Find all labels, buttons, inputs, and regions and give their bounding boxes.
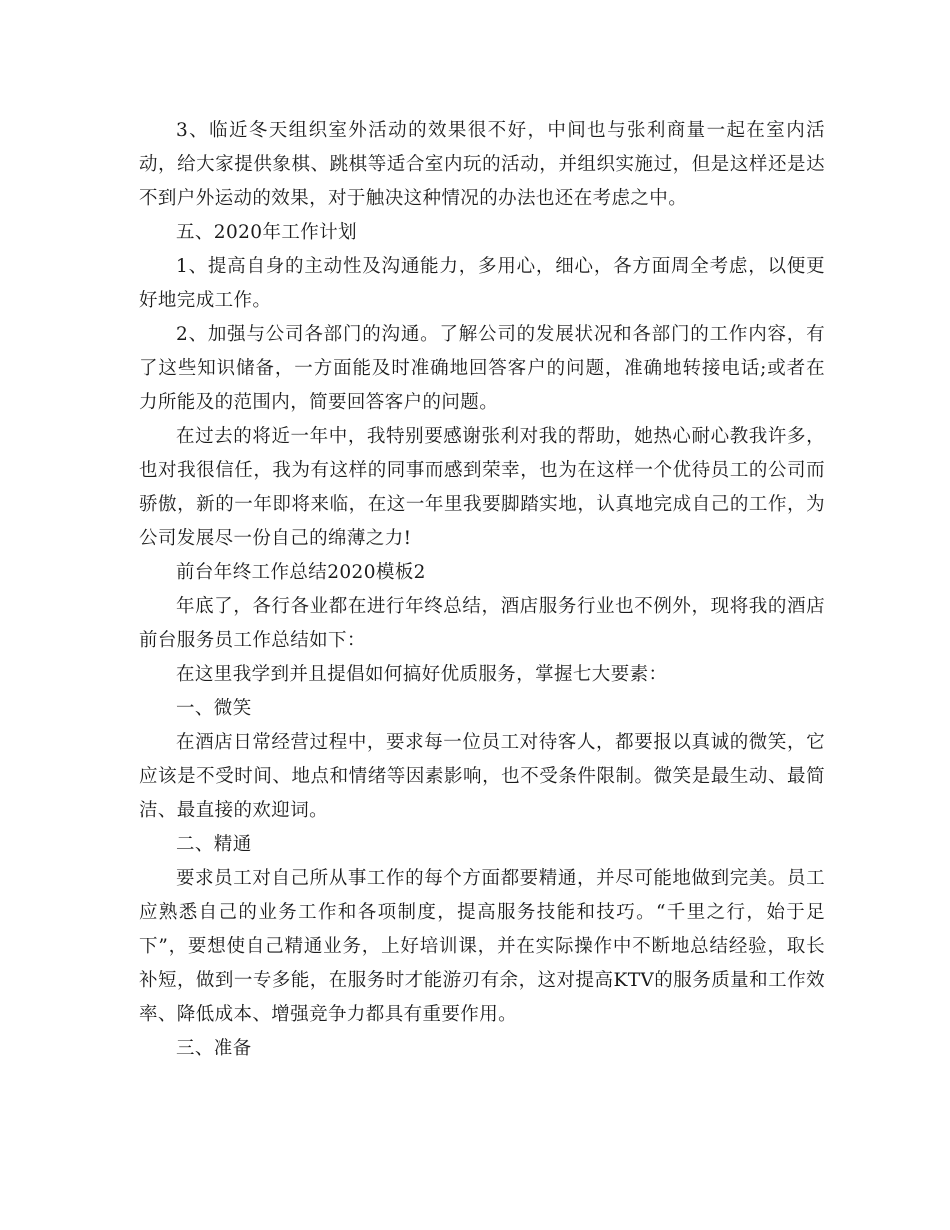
paragraph-proficiency: 要求员工对自己所从事工作的每个方面都要精通，并尽可能地做到完美。员工应熟悉自己的业务工作和各项制度，提高服务技能和技巧。“千里之行，始于足下”，要想使自己精通业务，上好培训课，并在实际操作中不断地总结经验，取长补短，做到一专多能，在服务时才能游刃有余，这对提高KTV的服务质量和工作效率、降低成本、增强竞争力都具有重要作用。 xyxy=(139,868,825,1025)
document-body xyxy=(139,114,825,1066)
heading-preparation: 三、准备 xyxy=(176,1038,252,1059)
heading-smile: 一、微笑 xyxy=(176,698,252,719)
paragraph-winter-activities: 3、临近冬天组织室外活动的效果很不好，中间也与张利商量一起在室内活动，给大家提供象棋、跳棋等适合室内玩的活动，并组织实施过，但是这样还是达不到户外运动的效果，对于触决这种情况的办法也还在考虑之中。 xyxy=(139,120,825,209)
heading-template-2: 前台年终工作总结2020模板2 xyxy=(176,562,426,583)
paragraph-seven-elements: 在这里我学到并且提倡如何搞好优质服务，掌握七大要素： xyxy=(176,664,668,685)
heading-proficiency: 二、精通 xyxy=(176,834,252,855)
paragraph-plan-item-2: 2、加强与公司各部门的沟通。了解公司的发展状况和各部门的工作内容，有了这些知识储备，一方面能及时准确地回答客户的问题，准确地转接电话;或者在力所能及的范围内，简要回答客户的问题。 xyxy=(139,324,825,413)
heading-2020-work-plan: 五、2020年工作计划 xyxy=(176,222,357,243)
paragraph-thanks: 在过去的将近一年中，我特别要感谢张利对我的帮助，她热心耐心教我许多，也对我很信任，我为有这样的同事而感到荣幸，也为在这样一个优待员工的公司而骄傲，新的一年即将来临，在这一年里我要脚踏实地，认真地完成自己的工作，为公司发展尽一份自己的绵薄之力! xyxy=(139,426,825,549)
paragraph-smile: 在酒店日常经营过程中，要求每一位员工对待客人，都要报以真诚的微笑，它应该是不受时间、地点和情绪等因素影响，也不受条件限制。微笑是最生动、最简洁、最直接的欢迎词。 xyxy=(139,732,825,821)
paragraph-plan-item-1: 1、提高自身的主动性及沟通能力，多用心，细心，各方面周全考虑，以便更好地完成工作。 xyxy=(139,256,825,311)
paragraph-year-end-intro: 年底了，各行各业都在进行年终总结，酒店服务行业也不例外，现将我的酒店前台服务员工作总结如下： xyxy=(139,596,825,651)
